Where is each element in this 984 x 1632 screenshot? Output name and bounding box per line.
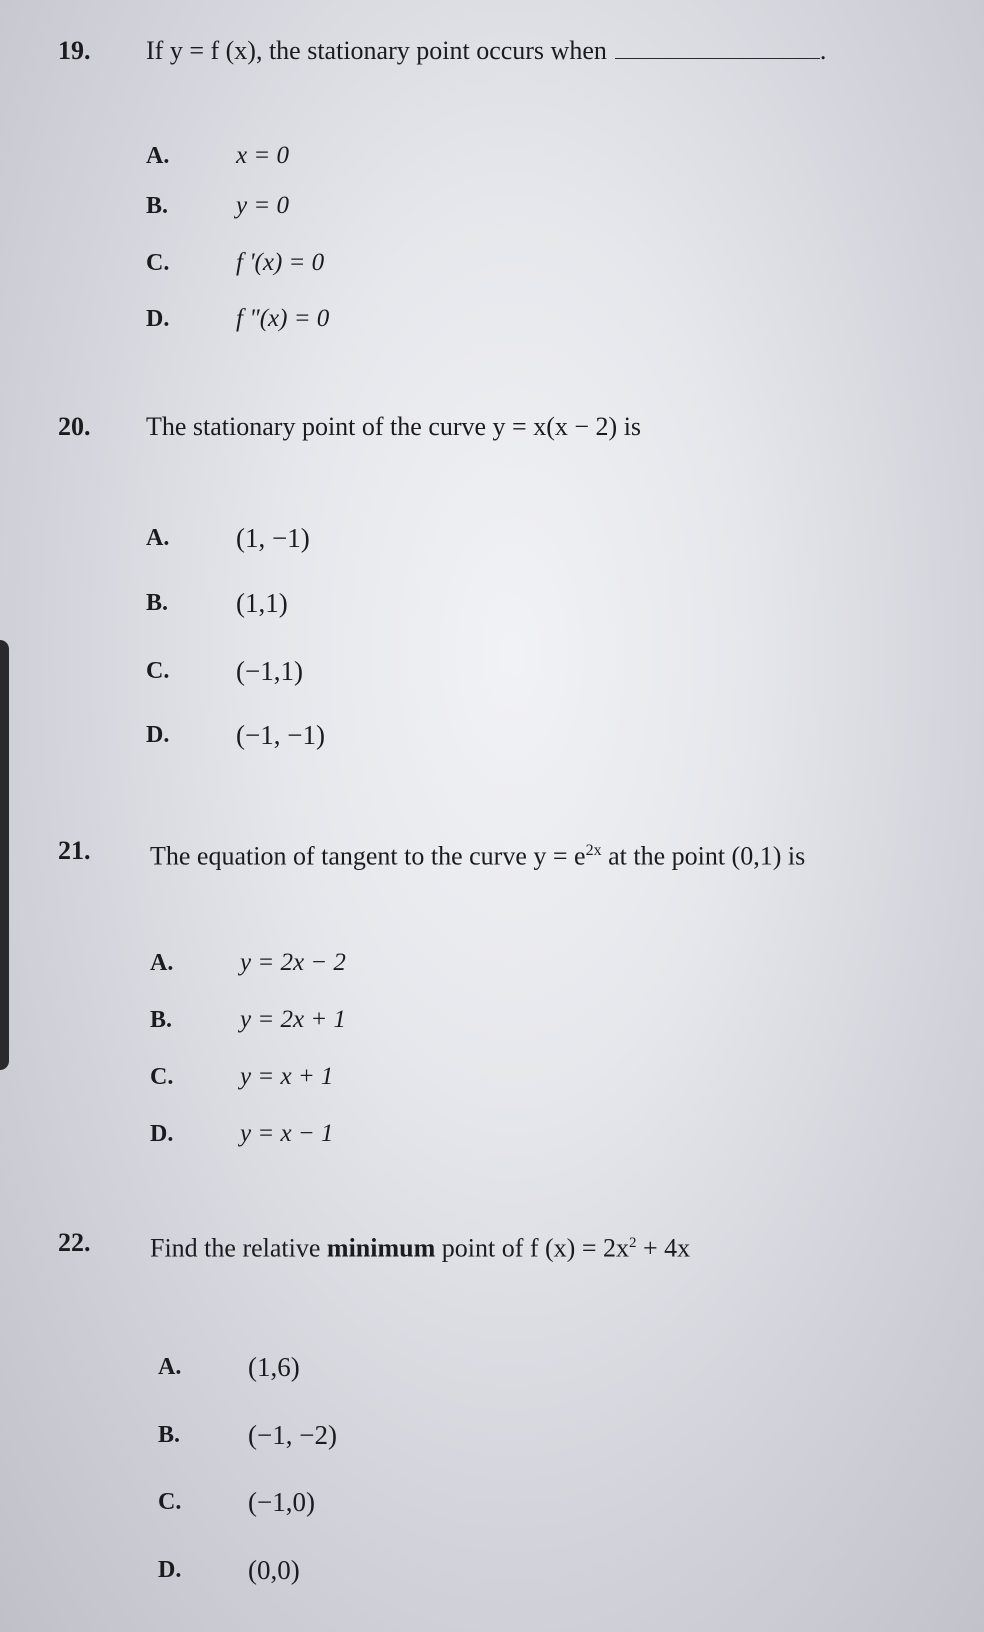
question-stem: If y = f (x), the stationary point occurs when <box>146 36 607 65</box>
question-tail: at the point (0,1) is <box>601 841 806 871</box>
option-letter: C. <box>150 1064 174 1090</box>
option-value: f "(x) = 0 <box>236 305 330 332</box>
option-letter: D. <box>158 1557 182 1583</box>
option-value: y = 2x − 2 <box>240 949 346 976</box>
option-letter: C. <box>146 658 170 684</box>
option-value: f '(x) = 0 <box>236 249 325 276</box>
question-number: 21. <box>58 836 91 865</box>
option-letter: D. <box>146 722 170 748</box>
question-end: + 4x <box>636 1233 691 1263</box>
option-value: (1,1) <box>236 588 288 618</box>
option-letter: B. <box>146 590 169 616</box>
option-value: y = 2x + 1 <box>240 1006 346 1033</box>
question-21 <box>0 836 984 871</box>
option-value: (−1, −2) <box>248 1420 337 1450</box>
exponent: 2x <box>585 842 602 859</box>
option-letter: B. <box>150 1007 173 1033</box>
question-stem: The equation of tangent to the curve y = e <box>150 841 586 871</box>
option-value: (−1,0) <box>248 1487 315 1517</box>
option-letter: D. <box>146 306 170 332</box>
emphasis-minimum: minimum <box>326 1233 436 1263</box>
question-text <box>146 36 826 66</box>
question-trailing: . <box>819 36 827 65</box>
option-value: (1,6) <box>248 1352 300 1382</box>
option-letter: B. <box>146 193 169 219</box>
option-letter: C. <box>146 250 170 276</box>
option-letter: D. <box>150 1121 174 1147</box>
option-letter: B. <box>158 1422 181 1448</box>
option-value: x = 0 <box>236 142 289 169</box>
question-tail: point of f (x) = 2x <box>435 1233 629 1263</box>
option-value: (−1,1) <box>236 656 303 686</box>
option-value: y = x + 1 <box>240 1063 334 1090</box>
option-value: (0,0) <box>248 1555 300 1585</box>
question-text <box>150 1228 690 1264</box>
option-value: (−1, −1) <box>236 720 325 750</box>
option-letter: A. <box>150 950 174 976</box>
question-stem: Find the relative <box>150 1233 327 1263</box>
option-value: (1, −1) <box>236 523 310 553</box>
question-22 <box>0 1228 984 1263</box>
question-text: The stationary point of the curve y = x(x − 2) is <box>146 412 642 441</box>
answer-blank <box>615 36 820 59</box>
exponent: 2 <box>629 1235 637 1251</box>
option-value: y = x − 1 <box>240 1120 334 1147</box>
option-letter: A. <box>146 143 170 169</box>
option-letter: C. <box>158 1489 182 1515</box>
question-20 <box>0 412 984 442</box>
question-19 <box>0 36 984 66</box>
question-number: 22. <box>58 1228 91 1257</box>
option-value: y = 0 <box>236 192 289 219</box>
option-letter: A. <box>146 525 170 551</box>
question-number: 20. <box>58 412 91 441</box>
option-letter: A. <box>158 1354 182 1380</box>
question-text <box>150 836 805 872</box>
question-number: 19. <box>58 36 91 65</box>
